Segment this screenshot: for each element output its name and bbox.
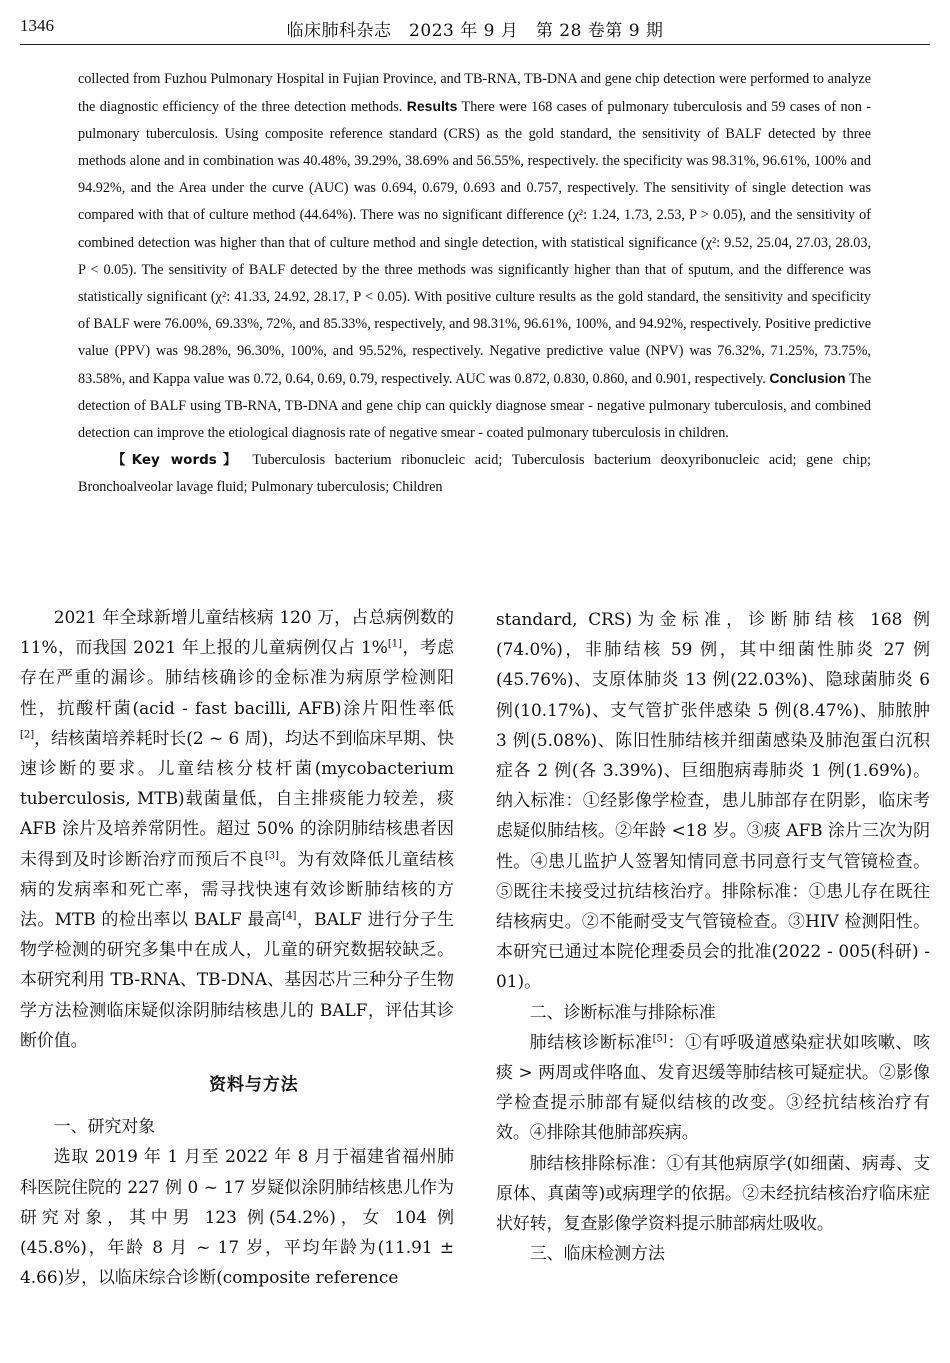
intro-text: ，结核菌培养耗时长(2 ~ 6 周)，均达不到临床早期、快速诊断的要求。儿童结核分枝杆菌(mycobacterium tuberculosis, MTB)载菌量低，自主排痰能力较差，痰 AFB 涂片及培养常阴性。超过 50% 的涂阴肺结核患者因未得到及时诊断治疗而预后不良	[20, 727, 454, 869]
citation-4: [4]	[282, 910, 297, 922]
citation-2: [2]	[20, 729, 35, 741]
conclusion-label: Conclusion	[769, 370, 846, 387]
results-text: There were 168 cases of pulmonary tuberculosis and 59 cases of non - pulmonary tuberculosis. Using composite reference standard (CRS) as the gold standard, the sensitivity of BALF detected by three methods alone and in combination was 40.48%, 39.29%, 38.69% and 56.55%, respectively. the specificity was 98.31%, 96.61%, 100% and 94.92%, and the Area under the curve (AUC) was 0.694, 0.679, 0.693 and 0.757, respectively. The sensitivity of single detection was compared with that of culture method (44.64%). There was no significant difference (χ²: 1.24, 1.73, 2.53, P > 0.05), and the sensitivity of combined detection was higher than that of culture method and single detection, with statistical significance (χ²: 9.52, 25.04, 27.03, 28.03, P < 0.05). The sensitivity of BALF detected by the three methods was significantly higher than that of sputum, and the difference was statistically significant (χ²: 41.33, 24.92, 28.17, P < 0.05). With positive culture results as the gold standard, the sensitivity and specificity of BALF were 76.00%, 69.33%, 72%, and 85.33%, respectively, and 98.31%, 96.61%, 100%, and 94.92%, respectively. Positive predictive value (PPV) was 98.28%, 96.30%, 100%, and 95.52%, respectively. Negative predictive value (NPV) was 76.32%, 71.25%, 73.75%, 83.58%, and Kappa value was 0.72, 0.64, 0.69, 0.79, respectively. AUC was 0.872, 0.830, 0.860, and 0.901, respectively.	[78, 99, 871, 388]
citation-5: [5]	[652, 1033, 667, 1045]
citation-3: [3]	[264, 850, 280, 861]
journal-title: 临床肺科杂志 2023 年 9 月 第 28 卷第 9 期	[286, 21, 664, 41]
keywords-text: Tuberculosis bacterium ribonucleic acid; Tuberculosis bacterium deoxyribonucleic acid; gene chip; Bronchoalveolar lavage fluid; Pulmonary tuberculosis; Children	[78, 452, 871, 496]
conclusion-text: The detection of BALF using TB-RNA, TB-DNA and gene chip can quickly diagnose smear - negative pulmonary tuberculosis, and combined detection can improve the etiological diagnosis rate of negative smear - coated pulmonary tuberculosis in children.	[78, 371, 871, 442]
diagnosis-criteria	[496, 1027, 930, 1148]
subsection-heading-2: 二、诊断标准与排除标准	[529, 1001, 716, 1022]
abstract-body	[78, 66, 871, 447]
intro-text: ，BALF 进行分子生物学检测的研究多集中在成人，儿童的研究数据较缺乏。本研究利用 TB-RNA、TB-DNA、基因芯片三种分子生物学方法检测临床疑似涂阴肺结核患儿的 BALF，评估其诊断价值。	[20, 909, 454, 1050]
abstract-methods-text: collected from Fuzhou Pulmonary Hospital in Fujian Province, and TB-RNA, TB-DNA and gene chip detection were performed to analyze the diagnostic efficiency of the three detection methods.	[78, 71, 871, 116]
section-title: 资料与方法	[209, 1074, 299, 1095]
results-label: Results	[406, 98, 458, 115]
page-number: 1346	[20, 16, 54, 35]
diagnosis-label: 肺结核诊断标准	[529, 1031, 653, 1052]
subsection-heading-3: 三、临床检测方法	[529, 1243, 665, 1264]
intro-paragraph	[20, 602, 454, 1055]
right-column	[496, 604, 930, 1268]
diagnosis-text: ：①有呼吸道感染症状如咳嗽、咳痰 > 两周或伴咯血、发育迟缓等肺结核可疑症状。②影像学检查提示肺部有疑似结核的改变。③经抗结核治疗有效。④排除其他肺部疾病。	[496, 1031, 930, 1143]
subjects-paragraph-cont: standard, CRS)为金标准，诊断肺结核 168 例(74.0%)，非肺结核 59 例，其中细菌性肺炎 27 例(45.76%)、支原体肺炎 13 例(22.03%)、隐球菌肺炎 6 例(10.17%)、支气管扩张伴感染 5 例(8.47%)、肺脓肿 3 例(5.08%)、陈旧性肺结核并细菌感染及肺泡蛋白沉积症各 2 例(各 3.39%)、巨细胞病毒肺炎 1 例(1.69%)。纳入标准：①经影像学检查，患儿肺部存在阴影，临床考虑疑似肺结核。②年龄 <18 岁。③痰 AFB 涂片三次为阴性。④患儿监护人签署知情同意书同意行支气管镜检查。⑤既往未接受过抗结核治疗。排除标准：①患儿存在既往结核病史。②不能耐受支气管镜检查。③HIV 检测阳性。本研究已通过本院伦理委员会的批准(2022 - 005(科研) - 01)。	[496, 609, 930, 992]
intro-text: 。为有效降低儿童结核病的发病率和死亡率，需寻找快速有效诊断肺结核的方法。MTB 的检出率以 BALF 最高	[20, 848, 455, 930]
keywords-label: 【Key words】	[112, 452, 243, 469]
exclusion-criteria: 肺结核排除标准：①有其他病原学(如细菌、病毒、支原体、真菌等)或病理学的依据。②未经抗结核治疗临床症状好转，复查影像学资料提示肺部病灶吸收。	[496, 1152, 930, 1234]
intro-text: ，考虑存在严重的漏诊。肺结核确诊的金标准为病原学检测阳性，抗酸杆菌(acid - fast bacilli, AFB)涂片阳性率低	[20, 637, 454, 718]
intro-text: 2021 年全球新增儿童结核病 120 万，占总病例数的 11%，而我国 2021 年上报的儿童病例仅占 1%	[20, 607, 454, 658]
english-abstract	[78, 66, 871, 502]
subsection-heading-1: 一、研究对象	[53, 1116, 156, 1137]
subjects-paragraph: 选取 2019 年 1 月至 2022 年 8 月于福建省福州肺科医院住院的 227 例 0 ~ 17 岁疑似涂阴肺结核患儿作为研究对象，其中男 123 例(54.2%)，女 104 例(45.8%)，年龄 8 月 ~ 17 岁，平均年龄为(11.91 ± 4.66)岁，以临床综合诊断(composite reference	[20, 1146, 454, 1288]
left-column	[20, 602, 454, 1292]
page-header	[20, 14, 930, 45]
keywords	[78, 447, 871, 501]
citation-1: [1]	[387, 638, 402, 650]
